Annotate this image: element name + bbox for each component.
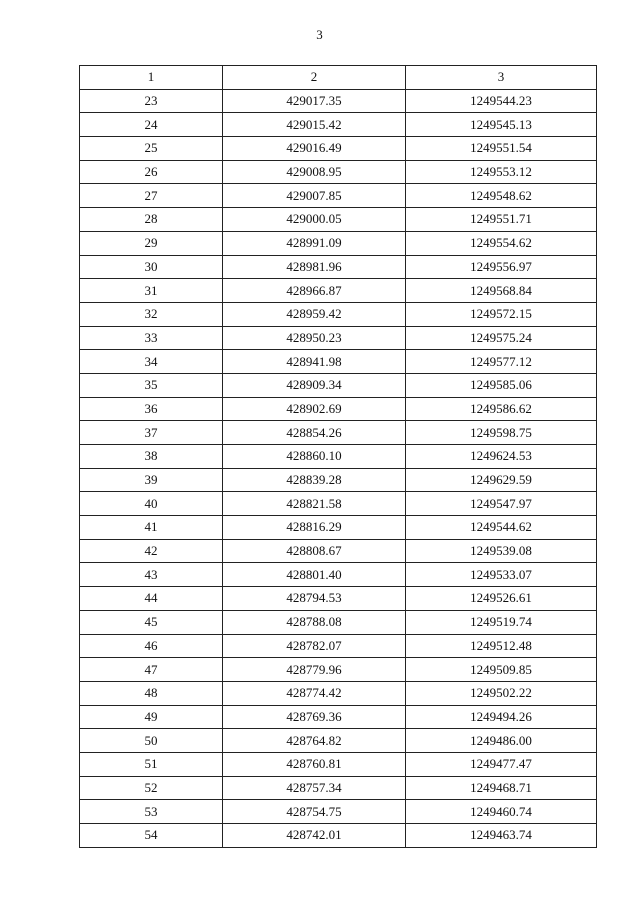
table-row <box>80 421 597 445</box>
y-coordinate-cell: 1249548.62 <box>406 184 597 208</box>
x-coordinate-cell: 428941.98 <box>223 350 406 374</box>
y-coordinate-cell: 1249553.12 <box>406 160 597 184</box>
table-row <box>80 634 597 658</box>
x-coordinate-cell: 428779.96 <box>223 658 406 682</box>
point-number-cell: 29 <box>80 231 223 255</box>
y-coordinate-cell: 1249512.48 <box>406 634 597 658</box>
y-coordinate-cell: 1249486.00 <box>406 729 597 753</box>
y-coordinate-cell: 1249554.62 <box>406 231 597 255</box>
x-coordinate-cell: 428839.28 <box>223 468 406 492</box>
point-number-cell: 46 <box>80 634 223 658</box>
coordinates-table <box>79 65 597 848</box>
table-row <box>80 350 597 374</box>
column-header: 3 <box>406 66 597 90</box>
x-coordinate-cell: 429017.35 <box>223 89 406 113</box>
table-row <box>80 302 597 326</box>
table-row <box>80 184 597 208</box>
column-header: 1 <box>80 66 223 90</box>
table-row <box>80 516 597 540</box>
point-number-cell: 31 <box>80 279 223 303</box>
y-coordinate-cell: 1249533.07 <box>406 563 597 587</box>
x-coordinate-cell: 428760.81 <box>223 752 406 776</box>
y-coordinate-cell: 1249568.84 <box>406 279 597 303</box>
x-coordinate-cell: 428782.07 <box>223 634 406 658</box>
point-number-cell: 47 <box>80 658 223 682</box>
x-coordinate-cell: 428950.23 <box>223 326 406 350</box>
table-row <box>80 137 597 161</box>
table-header-row <box>80 66 597 90</box>
x-coordinate-cell: 429015.42 <box>223 113 406 137</box>
table-row <box>80 468 597 492</box>
point-number-cell: 33 <box>80 326 223 350</box>
point-number-cell: 45 <box>80 610 223 634</box>
x-coordinate-cell: 428774.42 <box>223 681 406 705</box>
point-number-cell: 53 <box>80 800 223 824</box>
point-number-cell: 34 <box>80 350 223 374</box>
x-coordinate-cell: 428769.36 <box>223 705 406 729</box>
table-row <box>80 255 597 279</box>
y-coordinate-cell: 1249494.26 <box>406 705 597 729</box>
point-number-cell: 51 <box>80 752 223 776</box>
x-coordinate-cell: 428821.58 <box>223 492 406 516</box>
y-coordinate-cell: 1249577.12 <box>406 350 597 374</box>
y-coordinate-cell: 1249463.74 <box>406 824 597 848</box>
y-coordinate-cell: 1249468.71 <box>406 776 597 800</box>
point-number-cell: 49 <box>80 705 223 729</box>
x-coordinate-cell: 428757.34 <box>223 776 406 800</box>
y-coordinate-cell: 1249586.62 <box>406 397 597 421</box>
x-coordinate-cell: 429016.49 <box>223 137 406 161</box>
x-coordinate-cell: 428808.67 <box>223 539 406 563</box>
y-coordinate-cell: 1249572.15 <box>406 302 597 326</box>
point-number-cell: 54 <box>80 824 223 848</box>
table-body <box>80 89 597 847</box>
x-coordinate-cell: 428816.29 <box>223 516 406 540</box>
table-row <box>80 113 597 137</box>
page-number: 3 <box>316 27 323 42</box>
x-coordinate-cell: 428860.10 <box>223 445 406 469</box>
y-coordinate-cell: 1249629.59 <box>406 468 597 492</box>
point-number-cell: 50 <box>80 729 223 753</box>
x-coordinate-cell: 428909.34 <box>223 373 406 397</box>
point-number-cell: 37 <box>80 421 223 445</box>
point-number-cell: 25 <box>80 137 223 161</box>
point-number-cell: 24 <box>80 113 223 137</box>
table-row <box>80 610 597 634</box>
y-coordinate-cell: 1249460.74 <box>406 800 597 824</box>
y-coordinate-cell: 1249544.62 <box>406 516 597 540</box>
table-row <box>80 824 597 848</box>
table-row <box>80 89 597 113</box>
y-coordinate-cell: 1249585.06 <box>406 373 597 397</box>
x-coordinate-cell: 428764.82 <box>223 729 406 753</box>
point-number-cell: 32 <box>80 302 223 326</box>
table-row <box>80 231 597 255</box>
table-row <box>80 539 597 563</box>
y-coordinate-cell: 1249526.61 <box>406 587 597 611</box>
x-coordinate-cell: 428854.26 <box>223 421 406 445</box>
point-number-cell: 42 <box>80 539 223 563</box>
point-number-cell: 39 <box>80 468 223 492</box>
point-number-cell: 38 <box>80 445 223 469</box>
y-coordinate-cell: 1249551.54 <box>406 137 597 161</box>
y-coordinate-cell: 1249598.75 <box>406 421 597 445</box>
x-coordinate-cell: 429007.85 <box>223 184 406 208</box>
x-coordinate-cell: 429000.05 <box>223 208 406 232</box>
x-coordinate-cell: 428959.42 <box>223 302 406 326</box>
table-row <box>80 752 597 776</box>
x-coordinate-cell: 428801.40 <box>223 563 406 587</box>
point-number-cell: 43 <box>80 563 223 587</box>
point-number-cell: 48 <box>80 681 223 705</box>
table-row <box>80 800 597 824</box>
point-number-cell: 30 <box>80 255 223 279</box>
y-coordinate-cell: 1249556.97 <box>406 255 597 279</box>
y-coordinate-cell: 1249575.24 <box>406 326 597 350</box>
x-coordinate-cell: 428794.53 <box>223 587 406 611</box>
table-row <box>80 397 597 421</box>
y-coordinate-cell: 1249509.85 <box>406 658 597 682</box>
x-coordinate-cell: 428788.08 <box>223 610 406 634</box>
point-number-cell: 35 <box>80 373 223 397</box>
table-row <box>80 160 597 184</box>
y-coordinate-cell: 1249624.53 <box>406 445 597 469</box>
table-row <box>80 729 597 753</box>
x-coordinate-cell: 428902.69 <box>223 397 406 421</box>
table-row <box>80 776 597 800</box>
table-row <box>80 658 597 682</box>
point-number-cell: 40 <box>80 492 223 516</box>
table-row <box>80 492 597 516</box>
table-row <box>80 445 597 469</box>
x-coordinate-cell: 428991.09 <box>223 231 406 255</box>
y-coordinate-cell: 1249551.71 <box>406 208 597 232</box>
point-number-cell: 23 <box>80 89 223 113</box>
y-coordinate-cell: 1249539.08 <box>406 539 597 563</box>
point-number-cell: 27 <box>80 184 223 208</box>
table-row <box>80 705 597 729</box>
table-row <box>80 373 597 397</box>
x-coordinate-cell: 428966.87 <box>223 279 406 303</box>
column-header: 2 <box>223 66 406 90</box>
y-coordinate-cell: 1249502.22 <box>406 681 597 705</box>
x-coordinate-cell: 428742.01 <box>223 824 406 848</box>
table-row <box>80 563 597 587</box>
point-number-cell: 41 <box>80 516 223 540</box>
point-number-cell: 44 <box>80 587 223 611</box>
x-coordinate-cell: 428754.75 <box>223 800 406 824</box>
table-row <box>80 326 597 350</box>
point-number-cell: 28 <box>80 208 223 232</box>
table-row <box>80 587 597 611</box>
table-row <box>80 208 597 232</box>
y-coordinate-cell: 1249547.97 <box>406 492 597 516</box>
x-coordinate-cell: 428981.96 <box>223 255 406 279</box>
y-coordinate-cell: 1249477.47 <box>406 752 597 776</box>
table-row <box>80 279 597 303</box>
y-coordinate-cell: 1249545.13 <box>406 113 597 137</box>
point-number-cell: 36 <box>80 397 223 421</box>
table-row <box>80 681 597 705</box>
y-coordinate-cell: 1249544.23 <box>406 89 597 113</box>
point-number-cell: 26 <box>80 160 223 184</box>
point-number-cell: 52 <box>80 776 223 800</box>
y-coordinate-cell: 1249519.74 <box>406 610 597 634</box>
x-coordinate-cell: 429008.95 <box>223 160 406 184</box>
